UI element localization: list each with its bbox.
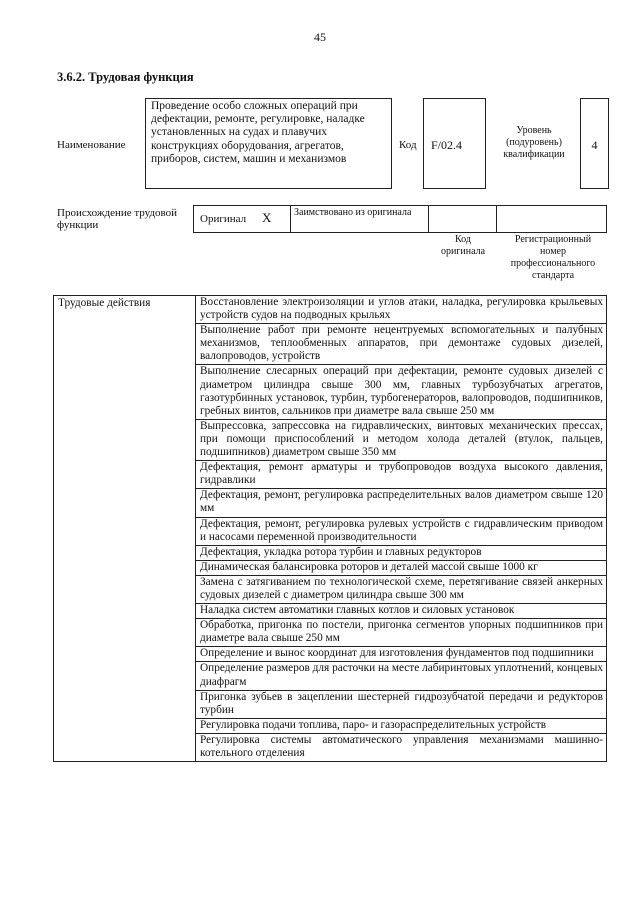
labor-action-item: Замена с затягиванием по технологической схеме, перетягивание связей анкерных судовых дизелей с диаметром цилиндра свыше 300 мм — [196, 575, 607, 603]
labor-action-item: Регулировка подачи топлива, паро- и газораспределительных устройств — [196, 718, 607, 733]
table-row — [54, 296, 607, 324]
labor-action-item: Динамическая балансировка роторов и деталей массой свыше 1000 кг — [196, 560, 607, 575]
labor-action-item: Восстановление электроизоляции и углов атаки, наладка, регулировка крыльевых устройств судов на подводных крыльях — [196, 296, 607, 324]
labor-action-item: Выполнение работ при ремонте нецентруемых вспомогательных и палубных механизмов, теплообменных аппаратов, при демонтаже судовых дизелей, валопроводов, устройств — [196, 324, 607, 365]
function-name-box: Проведение особо сложных операций при дефектации, ремонте, регулировке, наладке установленных на судах и плавучих конструкциях оборудования, агрегатов, приборов, систем, машин и механизмов — [145, 98, 392, 189]
origin-divider-2 — [428, 205, 429, 233]
code-label: Код — [399, 139, 417, 151]
code-value-box: F/02.4 — [423, 98, 486, 189]
labor-action-item: Пригонка зубьев в зацеплении шестерней гидрозубчатой передачи и редукторов турбин — [196, 690, 607, 718]
origin-divider-1 — [290, 205, 291, 233]
labor-actions-label: Трудовые действия — [54, 296, 196, 762]
labor-action-item: Дефектация, ремонт, регулировка распределительных валов диаметром свыше 120 мм — [196, 489, 607, 517]
labor-action-item: Дефектация, ремонт арматуры и трубопроводов воздуха высокого давления, гидравлики — [196, 461, 607, 489]
labor-action-item: Дефектация, ремонт, регулировка рулевых устройств с гидравлическим приводом и насосами переменной производительности — [196, 517, 607, 545]
level-label: Уровень (подуровень) квалификации — [503, 125, 565, 160]
page-number: 45 — [314, 30, 326, 44]
original-code-label: Код оригинала — [440, 234, 486, 257]
origin-label: Происхождение трудовой функции — [57, 207, 178, 231]
reg-number-label: Регистрационный номер профессионального стандарта — [510, 234, 596, 281]
borrowed-label: Заимствовано из оригинала — [294, 207, 412, 218]
labor-action-item: Дефектация, укладка ротора турбин и главных редукторов — [196, 545, 607, 560]
origin-divider-3 — [496, 205, 497, 233]
labor-action-item: Обработка, пригонка по постели, пригонка сегментов упорных подшипников при диаметре вала свыше 250 мм — [196, 619, 607, 647]
labor-action-item: Определение размеров для расточки на месте лабиринтовых уплотнений, концевых диафрагм — [196, 662, 607, 690]
section-title: 3.6.2. Трудовая функция — [57, 70, 194, 84]
labor-action-item: Регулировка системы автоматического управления механизмами машинно-котельного отделения — [196, 733, 607, 761]
original-label: Оригинал — [200, 213, 247, 225]
labor-actions-table — [53, 295, 607, 762]
level-value-box: 4 — [580, 98, 609, 189]
labor-action-item: Выпрессовка, запрессовка на гидравлических, винтовых механических прессах, при помощи приспособлений и методом холода деталей (втулок, пальцев, подшипников) диаметром свыше 350 мм — [196, 419, 607, 460]
labor-action-item: Наладка систем автоматики главных котлов и силовых установок — [196, 604, 607, 619]
name-label: Наименование — [57, 139, 126, 151]
labor-action-item: Выполнение слесарных операций при дефектации, ремонте судовых дизелей с диаметром цилиндра свыше 300 мм, главных турбозубчатых агрегатов, газотурбинных установок, турбин, турбогенераторов, валопроводов, подшипников, гребных винтов, сальников при диаметре вала свыше 250 мм — [196, 365, 607, 419]
labor-action-item: Определение и вынос координат для изготовления фундаментов под подшипники — [196, 647, 607, 662]
original-mark: X — [262, 210, 272, 225]
